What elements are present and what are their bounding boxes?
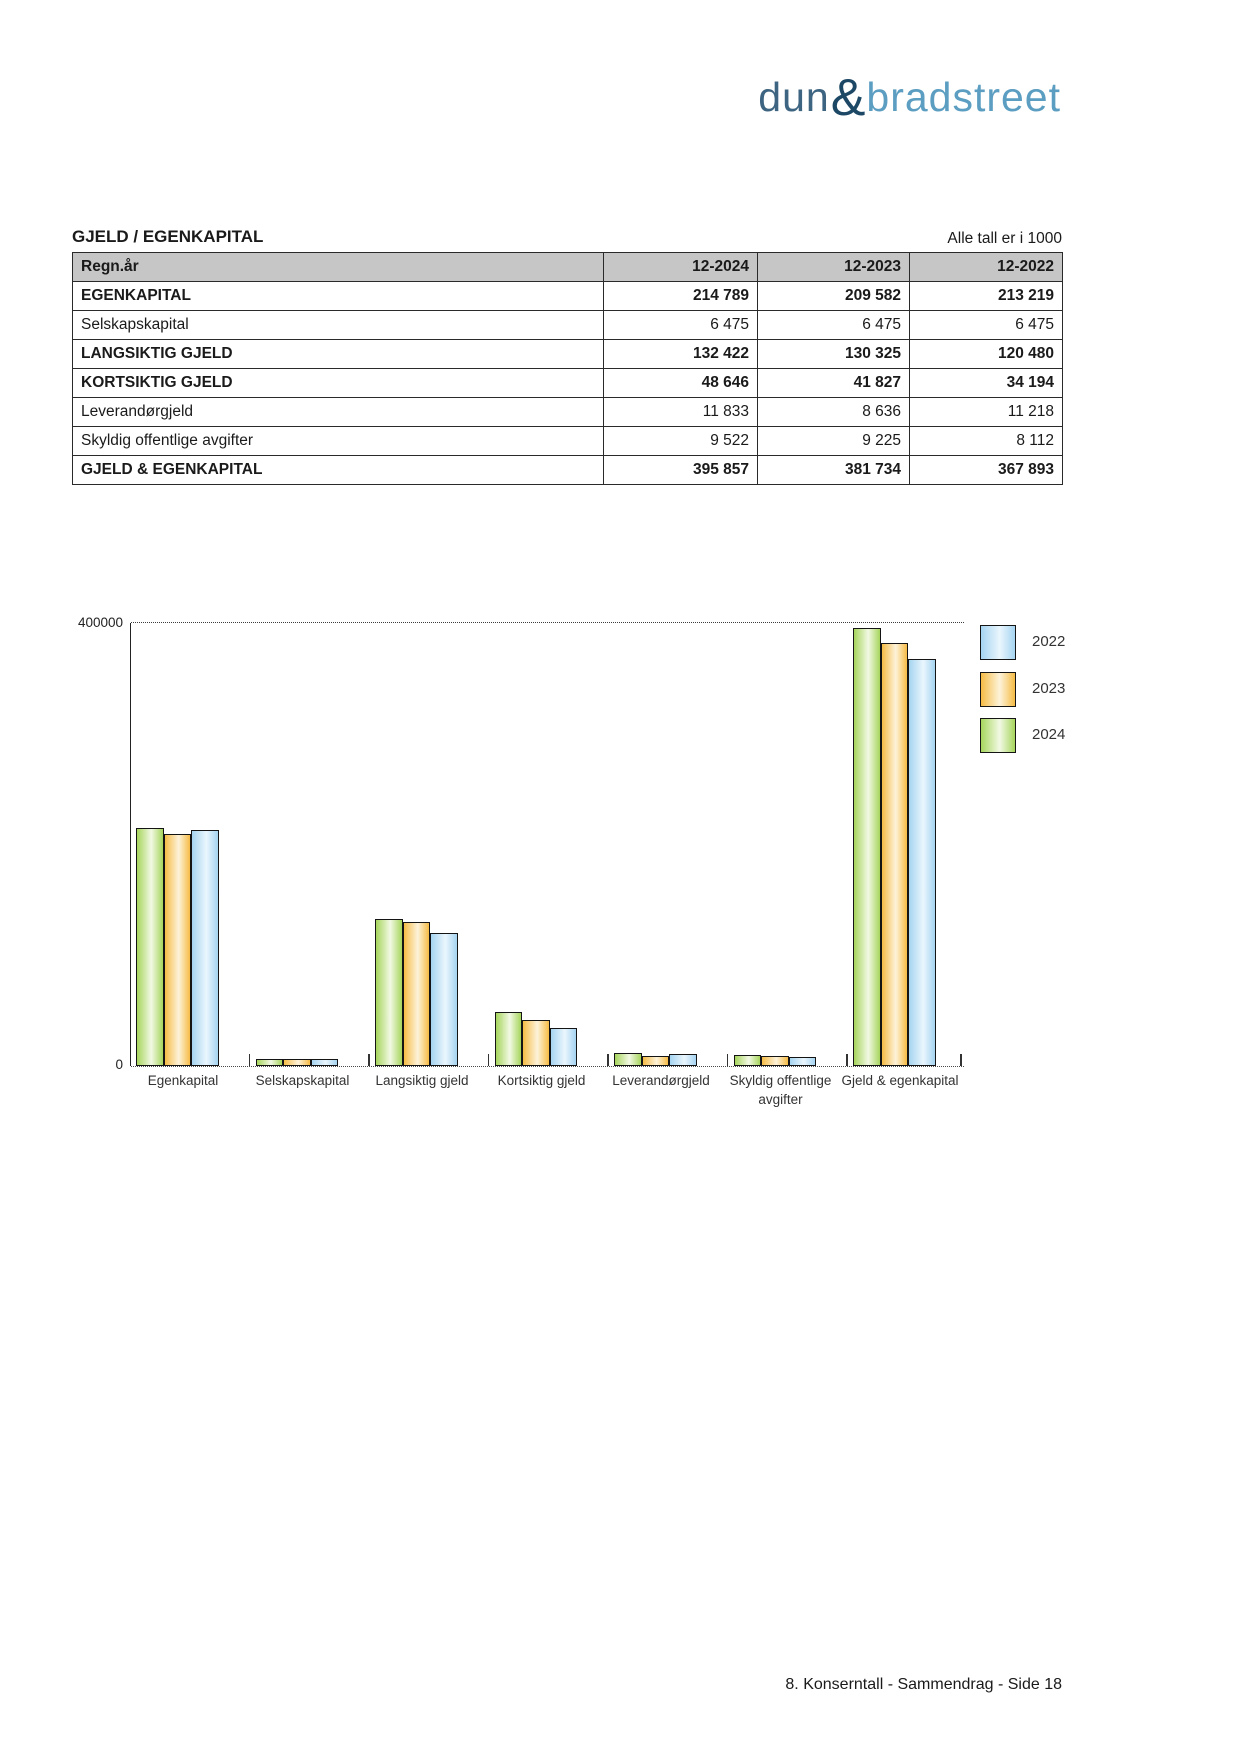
plot-area bbox=[130, 623, 964, 1066]
bar-2022 bbox=[789, 1057, 817, 1066]
bar-2022 bbox=[669, 1054, 697, 1066]
bar-2022 bbox=[311, 1059, 339, 1066]
bar-2024 bbox=[495, 1012, 523, 1066]
row-value: 8 636 bbox=[758, 398, 910, 427]
bar-group bbox=[614, 1053, 697, 1066]
row-label: EGENKAPITAL bbox=[73, 282, 604, 311]
row-value: 6 475 bbox=[910, 311, 1063, 340]
legend-swatch-2022 bbox=[980, 625, 1016, 660]
row-label: KORTSIKTIG GJELD bbox=[73, 369, 604, 398]
bar-2024 bbox=[853, 628, 881, 1066]
y-axis-label-max: 400000 bbox=[77, 615, 123, 630]
table-row bbox=[73, 456, 1063, 485]
row-label: GJELD & EGENKAPITAL bbox=[73, 456, 604, 485]
row-label: Leverandørgjeld bbox=[73, 398, 604, 427]
axis-tick bbox=[249, 1054, 251, 1066]
row-value: 367 893 bbox=[910, 456, 1063, 485]
y-axis-label-zero: 0 bbox=[115, 1057, 123, 1072]
axis-tick bbox=[960, 1054, 962, 1066]
x-axis-label: Selskapskapital bbox=[255, 1073, 350, 1088]
column-header-label: Regn.år bbox=[73, 253, 604, 282]
bar-2022 bbox=[908, 659, 936, 1066]
bar-2023 bbox=[642, 1056, 670, 1066]
bar-2024 bbox=[375, 919, 403, 1066]
legend-label: 2024 bbox=[1032, 726, 1066, 743]
x-axis-label: Langsiktig gjeld bbox=[375, 1073, 469, 1088]
bar-2023 bbox=[283, 1059, 311, 1066]
table-row bbox=[73, 340, 1063, 369]
row-value: 214 789 bbox=[604, 282, 758, 311]
row-value: 132 422 bbox=[604, 340, 758, 369]
page-footer: 8. Konserntall - Sammendrag - Side 18 bbox=[785, 1676, 1062, 1693]
legend-swatch-2023 bbox=[980, 672, 1016, 707]
legend-swatch-2024 bbox=[980, 718, 1016, 753]
row-value: 41 827 bbox=[758, 369, 910, 398]
row-value: 11 833 bbox=[604, 398, 758, 427]
bar-2024 bbox=[136, 828, 164, 1066]
bar-2022 bbox=[430, 933, 458, 1066]
row-value: 6 475 bbox=[758, 311, 910, 340]
financial-table bbox=[72, 252, 1063, 485]
bar-group bbox=[375, 919, 458, 1066]
bar-2023 bbox=[403, 922, 431, 1066]
row-value: 395 857 bbox=[604, 456, 758, 485]
table-header-row bbox=[73, 253, 1063, 282]
table-row bbox=[73, 369, 1063, 398]
x-axis-label: Kortsiktig gjeld bbox=[497, 1073, 586, 1088]
row-value: 120 480 bbox=[910, 340, 1063, 369]
x-axis-label: Leverandørgjeld bbox=[612, 1073, 710, 1088]
row-value: 6 475 bbox=[604, 311, 758, 340]
row-value: 11 218 bbox=[910, 398, 1063, 427]
row-value: 213 219 bbox=[910, 282, 1063, 311]
row-value: 381 734 bbox=[758, 456, 910, 485]
bar-2022 bbox=[550, 1028, 578, 1066]
table-row bbox=[73, 427, 1063, 456]
table-row bbox=[73, 311, 1063, 340]
x-axis-label: Skyldig offentlige avgifter bbox=[729, 1073, 832, 1107]
column-header-year: 12-2023 bbox=[758, 253, 910, 282]
row-label: Skyldig offentlige avgifter bbox=[73, 427, 604, 456]
bar-2023 bbox=[522, 1020, 550, 1066]
row-value: 209 582 bbox=[758, 282, 910, 311]
row-value: 130 325 bbox=[758, 340, 910, 369]
legend-label: 2022 bbox=[1032, 633, 1066, 650]
row-label: Selskapskapital bbox=[73, 311, 604, 340]
bar-group bbox=[256, 1059, 339, 1066]
logo-ampersand-icon: & bbox=[830, 69, 866, 127]
logo-text-bradstreet: bradstreet bbox=[866, 74, 1061, 120]
bar-group bbox=[136, 828, 219, 1066]
axis-tick bbox=[727, 1054, 729, 1066]
column-header-year: 12-2022 bbox=[910, 253, 1063, 282]
bar-2024 bbox=[734, 1055, 762, 1066]
bar-group bbox=[495, 1012, 578, 1066]
row-value: 9 225 bbox=[758, 427, 910, 456]
axis-tick bbox=[368, 1054, 370, 1066]
row-label: LANGSIKTIG GJELD bbox=[73, 340, 604, 369]
row-value: 9 522 bbox=[604, 427, 758, 456]
x-axis-label: Gjeld & egenkapital bbox=[841, 1073, 959, 1088]
x-axis-baseline bbox=[131, 1066, 964, 1067]
row-value: 48 646 bbox=[604, 369, 758, 398]
bar-2023 bbox=[761, 1056, 789, 1066]
bar-2023 bbox=[881, 643, 909, 1066]
bar-2024 bbox=[614, 1053, 642, 1066]
table-row bbox=[73, 398, 1063, 427]
row-value: 8 112 bbox=[910, 427, 1063, 456]
axis-tick bbox=[488, 1054, 490, 1066]
legend-label: 2023 bbox=[1032, 680, 1066, 697]
bar-2022 bbox=[191, 830, 219, 1066]
units-note: Alle tall er i 1000 bbox=[947, 230, 1062, 247]
bar-group bbox=[853, 628, 936, 1066]
row-value: 34 194 bbox=[910, 369, 1063, 398]
table-row bbox=[73, 282, 1063, 311]
axis-tick bbox=[846, 1054, 848, 1066]
column-header-year: 12-2024 bbox=[604, 253, 758, 282]
x-axis-label: Egenkapital bbox=[147, 1073, 219, 1088]
section-title: GJELD / EGENKAPITAL bbox=[72, 227, 264, 246]
axis-tick bbox=[607, 1054, 609, 1066]
bar-2024 bbox=[256, 1059, 284, 1066]
dun-bradstreet-logo bbox=[758, 68, 1061, 128]
gridline-top-dotted bbox=[131, 622, 964, 623]
bar-group bbox=[734, 1055, 817, 1066]
logo-text-dun: dun bbox=[758, 74, 830, 120]
bar-2023 bbox=[164, 834, 192, 1066]
